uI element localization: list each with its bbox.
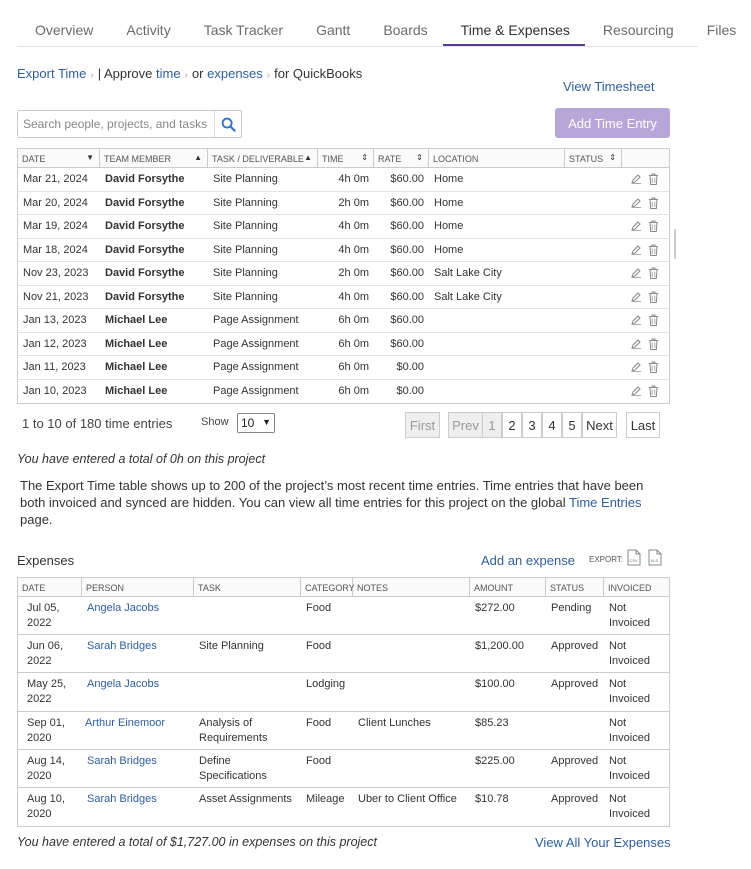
cell-person-link[interactable]: Sarah Bridges [87,640,157,653]
cell-category: Mileage [306,792,345,805]
page-size-select[interactable]: 10 ▼ [237,413,275,433]
trash-icon[interactable] [648,173,659,185]
cell-location: Home [434,243,464,256]
cell-task: Page Assignment [213,361,299,374]
cell-person-link[interactable]: Sarah Bridges [87,754,157,767]
tab-files[interactable]: Files [706,22,737,38]
table-row[interactable] [18,239,669,263]
cell-task: Site Planning [213,173,278,186]
cell-status: Approved [551,792,599,805]
cell-task: Page Assignment [213,337,299,350]
cell-amount: $100.00 [475,678,515,691]
cell-task: Page Assignment [213,314,299,327]
header-status[interactable]: STATUS ⇕ [565,149,622,167]
sort-both-icon: ⇕ [609,153,616,162]
xls-file-icon[interactable] [648,549,662,566]
cell-date: Mar 20, 2024 [23,196,88,209]
prev-page-button[interactable]: Prev [448,412,483,438]
sort-both-icon: ⇕ [361,153,368,162]
exp-header-category[interactable]: CATEGORY [301,578,353,596]
time-entries-link[interactable]: Time Entries [569,495,642,510]
cell-status: Approved [551,754,599,767]
approve-expenses-link[interactable]: expenses [207,66,263,81]
edit-icon[interactable] [630,267,642,279]
cell-date: Mar 21, 2024 [23,173,88,186]
cell-rate: $60.00 [390,243,424,256]
next-page-button[interactable]: Next [582,412,617,438]
cell-team-member: David Forsythe [105,243,185,256]
or-label: or [191,66,204,81]
table-row[interactable] [18,168,669,192]
cell-rate: $60.00 [390,314,424,327]
cell-category: Food [306,754,332,767]
search-box [17,110,242,138]
chevron-right-icon: › [266,70,271,81]
cell-team-member: David Forsythe [105,290,185,303]
edit-icon[interactable] [630,385,642,397]
cell-category: Food [306,602,332,614]
view-timesheet-link[interactable]: View Timesheet [563,79,655,94]
cell-rate: $60.00 [390,290,424,303]
sort-asc-icon: ▲ [304,153,312,162]
cell-team-member: Michael Lee [105,314,168,327]
cell-task: Site Planning [213,196,278,209]
tab-activity[interactable]: Activity [126,22,171,38]
table-row[interactable] [18,215,669,239]
cell-date: Jan 13, 2023 [23,314,87,327]
cell-notes [353,673,470,710]
first-page-button[interactable]: First [405,412,440,438]
row-actions [622,220,669,232]
tab-resourcing[interactable]: Resourcing [602,22,674,38]
cell-team-member: David Forsythe [105,267,185,280]
cell-date: Aug 10, 2020 [27,792,65,820]
cell-date: Jul 05, 2022 [27,602,60,629]
trash-icon[interactable] [648,361,659,373]
edit-icon[interactable] [630,314,642,326]
tab-boards[interactable]: Boards [383,22,428,38]
cell-invoiced: Not Invoiced [609,754,650,782]
row-actions [622,244,669,256]
table-row[interactable] [18,333,669,357]
tab-time-expenses[interactable]: Time & Expenses [443,8,585,46]
cell-location: Home [434,196,464,209]
add-expense-link[interactable]: Add an expense [481,553,575,568]
csv-file-icon[interactable] [627,549,641,566]
tab-task-tracker[interactable]: Task Tracker [203,22,284,38]
cell-task [194,673,301,710]
trash-icon[interactable] [648,267,659,279]
edit-icon[interactable] [630,244,642,256]
expense-row[interactable] [18,597,669,635]
cell-time: 2h 0m [338,267,369,280]
exp-header-notes[interactable]: NOTES [353,578,470,596]
expenses-heading: Expenses [17,553,75,568]
cell-status: Approved [551,678,599,691]
cell-team-member: David Forsythe [105,196,185,209]
cell-location: Home [434,220,464,233]
cell-amount: $85.23 [475,716,509,729]
svg-text:XLS: XLS [650,558,659,563]
cell-task: Analysis of Requirements [199,716,268,744]
table-row[interactable] [18,192,669,216]
sort-both-icon: ⇕ [416,153,423,162]
view-all-expenses-link[interactable]: View All Your Expenses [535,835,671,850]
cell-task: Site Planning [213,267,278,280]
cell-invoiced: Not Invoiced [609,716,650,744]
cell-rate: $60.00 [390,267,424,280]
cell-time: 4h 0m [338,173,369,186]
cell-task: Site Planning [213,220,278,233]
trash-icon[interactable] [648,220,659,232]
cell-notes [353,750,470,787]
cell-team-member: Michael Lee [105,385,168,398]
breadcrumb [17,66,362,81]
table-row[interactable] [18,309,669,333]
header-date[interactable]: DATE ▼ [18,149,100,167]
cell-rate: $60.00 [390,173,424,186]
trash-icon[interactable] [648,197,659,209]
edit-icon[interactable] [630,173,642,185]
cell-category: Food [306,640,332,653]
cell-rate: $0.00 [396,385,424,398]
header-actions [622,149,669,167]
trash-icon[interactable] [648,385,659,397]
cell-person-link[interactable]: Angela Jacobs [87,678,160,691]
exp-header-invoiced[interactable]: INVOICED [608,583,652,593]
sort-asc-icon: ▲ [194,153,202,162]
cell-rate: $60.00 [390,196,424,209]
cell-person-link[interactable]: Arthur Einemoor [85,716,166,729]
trash-icon[interactable] [648,291,659,303]
cell-status: Approved [551,640,599,653]
cell-task: Page Assignment [213,385,299,398]
page-2-button[interactable]: 2 [502,412,522,438]
show-label: Show [201,416,229,428]
cell-time: 6h 0m [338,385,369,398]
search-icon [221,117,236,132]
cell-task [194,597,301,634]
export-time-link[interactable]: Export Time [17,66,87,81]
cell-status [546,712,604,749]
chevron-right-icon: › [184,70,188,81]
cell-time: 6h 0m [338,361,369,374]
add-time-entry-button[interactable]: Add Time Entry [555,108,670,138]
cell-team-member: Michael Lee [105,337,168,350]
cell-notes [353,635,470,672]
pagination-info: 1 to 10 of 180 time entries [22,416,173,431]
cell-invoiced: Not Invoiced [609,602,650,629]
cell-amount: $272.00 [475,602,515,614]
page-1-button[interactable]: 1 [482,412,502,438]
scrollbar[interactable] [674,229,676,259]
cell-task: Define Specifications [199,754,267,782]
cell-time: 6h 0m [338,337,369,350]
edit-icon[interactable] [630,220,642,232]
tab-gantt[interactable]: Gantt [316,22,351,38]
cell-date: Mar 18, 2024 [23,243,88,256]
page-5-button[interactable]: 5 [562,412,582,438]
svg-text:CSV: CSV [629,558,638,563]
cell-date: Jan 10, 2023 [23,385,87,398]
trash-icon[interactable] [648,338,659,350]
chevron-right-icon: › [90,70,94,81]
approve-time-link[interactable]: time [156,66,181,81]
search-button[interactable] [214,111,241,137]
row-actions [622,385,669,397]
row-actions [622,197,669,209]
cell-team-member: David Forsythe [105,173,185,186]
cell-person-link[interactable]: Sarah Bridges [87,792,157,805]
cell-date: Nov 23, 2023 [23,267,89,280]
expense-row[interactable] [18,635,669,673]
page-4-button[interactable]: 4 [542,412,562,438]
header-task[interactable]: TASK / DELIVERABLE ▲ [208,149,318,167]
cell-time: 4h 0m [338,243,369,256]
cell-amount: $1,200.00 [475,640,524,653]
header-team-member[interactable]: TEAM MEMBER ▲ [100,149,208,167]
cell-date: Jun 06, 2022 [27,640,64,668]
cell-time: 4h 0m [338,290,369,303]
cell-task: Site Planning [213,290,278,303]
edit-icon[interactable] [630,338,642,350]
search-input[interactable] [18,111,214,137]
cell-location: Salt Lake City [434,267,502,280]
cell-date: Jan 11, 2023 [23,361,86,374]
table-row[interactable] [18,356,669,380]
cell-notes: Uber to Client Office [358,792,457,805]
cell-date: Jan 12, 2023 [23,337,87,350]
cell-time: 2h 0m [338,196,369,209]
row-actions [622,338,669,350]
expense-total-note: You have entered a total of $1,727.00 in expenses on this project [17,835,377,849]
time-total-note: You have entered a total of 0h on this project [17,452,266,466]
exp-header-status[interactable]: STATUS [546,578,604,596]
page-3-button[interactable]: 3 [522,412,542,438]
row-actions [622,314,669,326]
cell-team-member: Michael Lee [105,361,168,374]
table-row[interactable] [18,262,669,286]
expense-row[interactable] [18,712,669,750]
cell-location: Home [434,173,464,186]
cell-date: Mar 19, 2024 [23,220,88,233]
expense-row[interactable] [18,750,669,788]
table-header [18,149,669,168]
cell-date: May 25, 2022 [27,678,67,706]
cell-amount: $225.00 [475,754,515,767]
cell-time: 6h 0m [338,314,369,327]
cell-amount: $10.78 [475,792,509,805]
cell-notes: Client Lunches [358,716,431,729]
cell-status: Pending [551,602,592,614]
edit-icon[interactable] [630,197,642,209]
cell-category: Lodging [306,678,346,691]
tab-overview[interactable]: Overview [35,22,94,38]
edit-icon[interactable] [630,361,642,373]
chevron-down-icon: ▼ [262,417,271,427]
cell-invoiced: Not Invoiced [609,678,650,706]
header-location[interactable]: LOCATION [429,149,565,167]
cell-date: Sep 01, 2020 [27,716,65,744]
cell-task: Asset Assignments [199,792,292,805]
sort-desc-icon: ▼ [86,153,94,162]
header-time[interactable]: TIME ⇕ [318,149,374,167]
tab-bar [17,8,737,47]
cell-rate: $60.00 [390,220,424,233]
cell-person-link[interactable]: Angela Jacobs [87,602,160,614]
table-row[interactable] [18,286,669,310]
exp-header-task[interactable]: TASK [194,578,301,596]
trash-icon[interactable] [648,244,659,256]
cell-task: Site Planning [199,640,264,653]
trash-icon[interactable] [648,314,659,326]
cell-rate: $60.00 [390,337,424,350]
cell-location: Salt Lake City [434,290,502,303]
cell-time: 4h 0m [338,220,369,233]
cell-invoiced: Not Invoiced [609,792,650,820]
expense-row[interactable] [18,788,669,826]
for-quickbooks-label: for QuickBooks [274,66,363,81]
row-actions [622,291,669,303]
cell-invoiced: Not Invoiced [609,640,650,668]
cell-date: Aug 14, 2020 [27,754,65,782]
cell-team-member: David Forsythe [105,220,185,233]
expense-row[interactable] [18,673,669,711]
expenses-table [17,577,670,827]
exp-header-date[interactable]: DATE [18,578,82,596]
time-entries-table [17,148,670,404]
info-paragraph: The Export Time table shows up to 200 of the project’s most recent time entries. Time entries that have been both invoiced and synced are hidden. You can view all time entries for this project on the global Time Entries page. [20,478,644,527]
cell-notes [353,597,470,634]
last-page-button[interactable]: Last [626,412,660,438]
cell-task: Site Planning [213,243,278,256]
row-actions [622,361,669,373]
exp-header-person[interactable]: PERSON [82,578,194,596]
cell-date: Nov 21, 2023 [23,290,89,303]
expenses-header [18,578,669,597]
edit-icon[interactable] [630,291,642,303]
cell-category: Food [306,716,332,729]
header-rate[interactable]: RATE ⇕ [374,149,429,167]
table-row[interactable] [18,380,669,404]
row-actions [622,267,669,279]
approve-label: | Approve [97,66,153,81]
row-actions [622,173,669,185]
exp-header-amount[interactable]: AMOUNT [470,578,546,596]
cell-rate: $0.00 [396,361,424,374]
export-label: EXPORT: [589,555,624,564]
